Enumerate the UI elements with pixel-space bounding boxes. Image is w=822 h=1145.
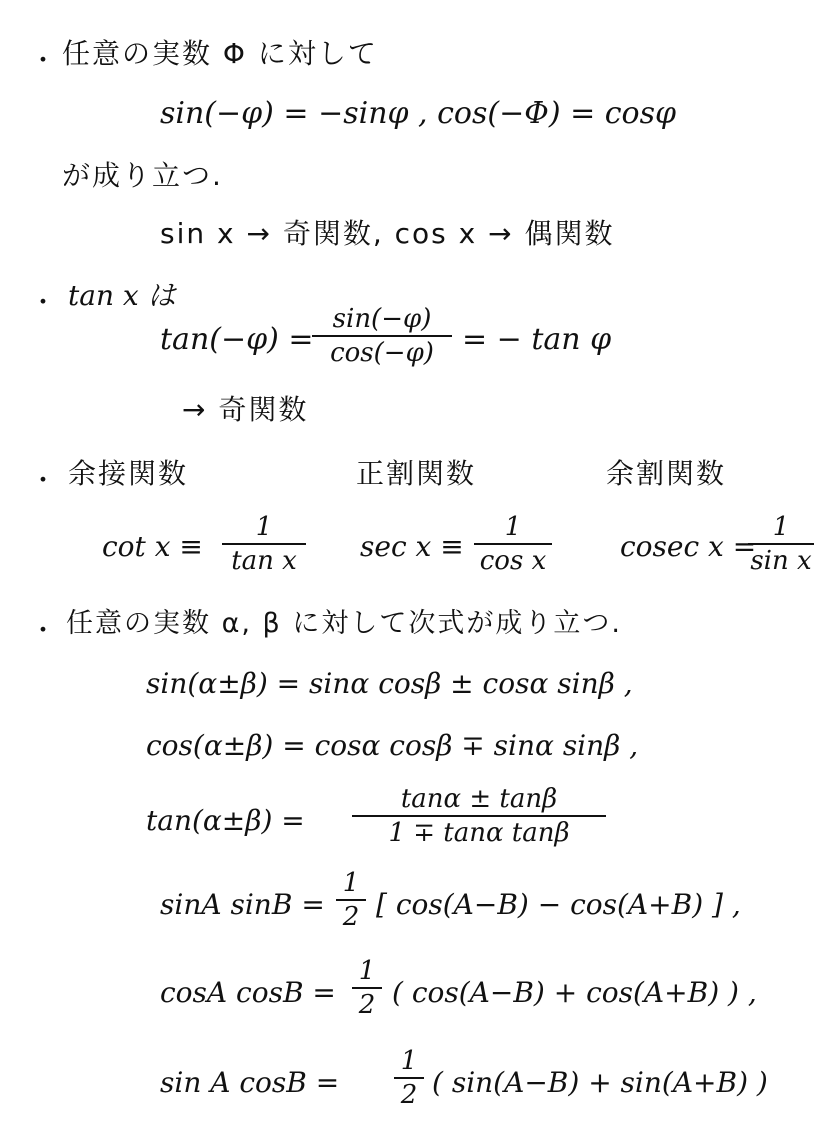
fraction-denominator: 1 ∓ tanα tanβ: [388, 818, 570, 848]
fraction-denominator: tan x: [231, 546, 297, 576]
fraction-numerator: tanα ± tanβ: [400, 784, 558, 814]
sec-fraction: [474, 512, 552, 576]
fraction-bar: [474, 543, 552, 545]
section1-holds: が成り立つ.: [62, 159, 223, 192]
product-cos-cos-rhs: ( cos(A−B) + cos(A+B) ) ,: [392, 976, 757, 1009]
cot-fraction: [222, 512, 306, 576]
tan-neg-fraction: [312, 304, 452, 368]
cosec-fraction: [748, 512, 814, 576]
bullet: ・: [30, 46, 57, 76]
product-sin-sin-lhs: sinA sinB =: [160, 888, 325, 921]
section2-rhs: = − tan φ: [462, 322, 612, 357]
one-half-fraction: [394, 1046, 424, 1110]
cot-definition-lhs: cot x ≡: [102, 530, 203, 563]
fraction-bar: [748, 543, 814, 545]
heading-cosecant: 余割関数: [606, 457, 727, 490]
tan-addition-lhs: tan(α±β) =: [146, 804, 305, 837]
product-sin-cos-rhs: ( sin(A−B) + sin(A+B) ): [432, 1066, 768, 1099]
heading-secant: 正割関数: [356, 457, 477, 490]
fraction-bar: [352, 815, 606, 817]
fraction-numerator: 1: [342, 868, 360, 898]
section2-result: → 奇関数: [182, 393, 309, 426]
fraction-bar: [394, 1077, 424, 1079]
section2-lhs: tan(−φ) =: [160, 322, 314, 357]
cosec-definition-lhs: cosec x =: [620, 530, 757, 563]
fraction-numerator: 1: [255, 512, 273, 542]
product-cos-cos-lhs: cosA cosB =: [160, 976, 336, 1009]
fraction-numerator: 1: [400, 1046, 418, 1076]
fraction-numerator: sin(−φ): [332, 304, 432, 334]
one-half-fraction: [352, 956, 382, 1020]
section1-parity: sin x → 奇関数, cos x → 偶関数: [160, 217, 615, 250]
section1-intro: 任意の実数 Φ に対して: [62, 37, 378, 70]
fraction-denominator: 2: [342, 902, 360, 932]
fraction-bar: [352, 987, 382, 989]
cos-addition-formula: cos(α±β) = cosα cosβ ∓ sinα sinβ ,: [146, 729, 639, 762]
sec-definition-lhs: sec x ≡: [360, 530, 464, 563]
fraction-bar: [336, 899, 366, 901]
one-half-fraction: [336, 868, 366, 932]
bullet: ・: [30, 616, 57, 646]
fraction-bar: [312, 335, 452, 337]
sin-addition-formula: sin(α±β) = sinα cosβ ± cosα sinβ ,: [146, 667, 633, 700]
section4-intro: 任意の実数 α, β に対して次式が成り立つ.: [66, 608, 622, 639]
fraction-bar: [222, 543, 306, 545]
product-sin-cos-lhs: sin A cosB =: [160, 1066, 340, 1099]
fraction-numerator: 1: [504, 512, 522, 542]
product-sin-sin-rhs: [ cos(A−B) − cos(A+B) ] ,: [376, 888, 741, 921]
bullet: ・: [30, 288, 57, 318]
fraction-denominator: cos x: [479, 546, 547, 576]
fraction-numerator: 1: [772, 512, 790, 542]
fraction-numerator: 1: [358, 956, 376, 986]
section2-intro: tan x は: [68, 279, 176, 312]
tan-addition-fraction: [352, 784, 606, 848]
bullet: ・: [30, 466, 57, 496]
fraction-denominator: cos(−φ): [330, 338, 434, 368]
heading-cotangent: 余接関数: [68, 457, 189, 490]
section1-equation: sin(−φ) = −sinφ , cos(−Φ) = cosφ: [160, 96, 677, 131]
fraction-denominator: 2: [358, 990, 376, 1020]
fraction-denominator: sin x: [750, 546, 812, 576]
fraction-denominator: 2: [400, 1080, 418, 1110]
